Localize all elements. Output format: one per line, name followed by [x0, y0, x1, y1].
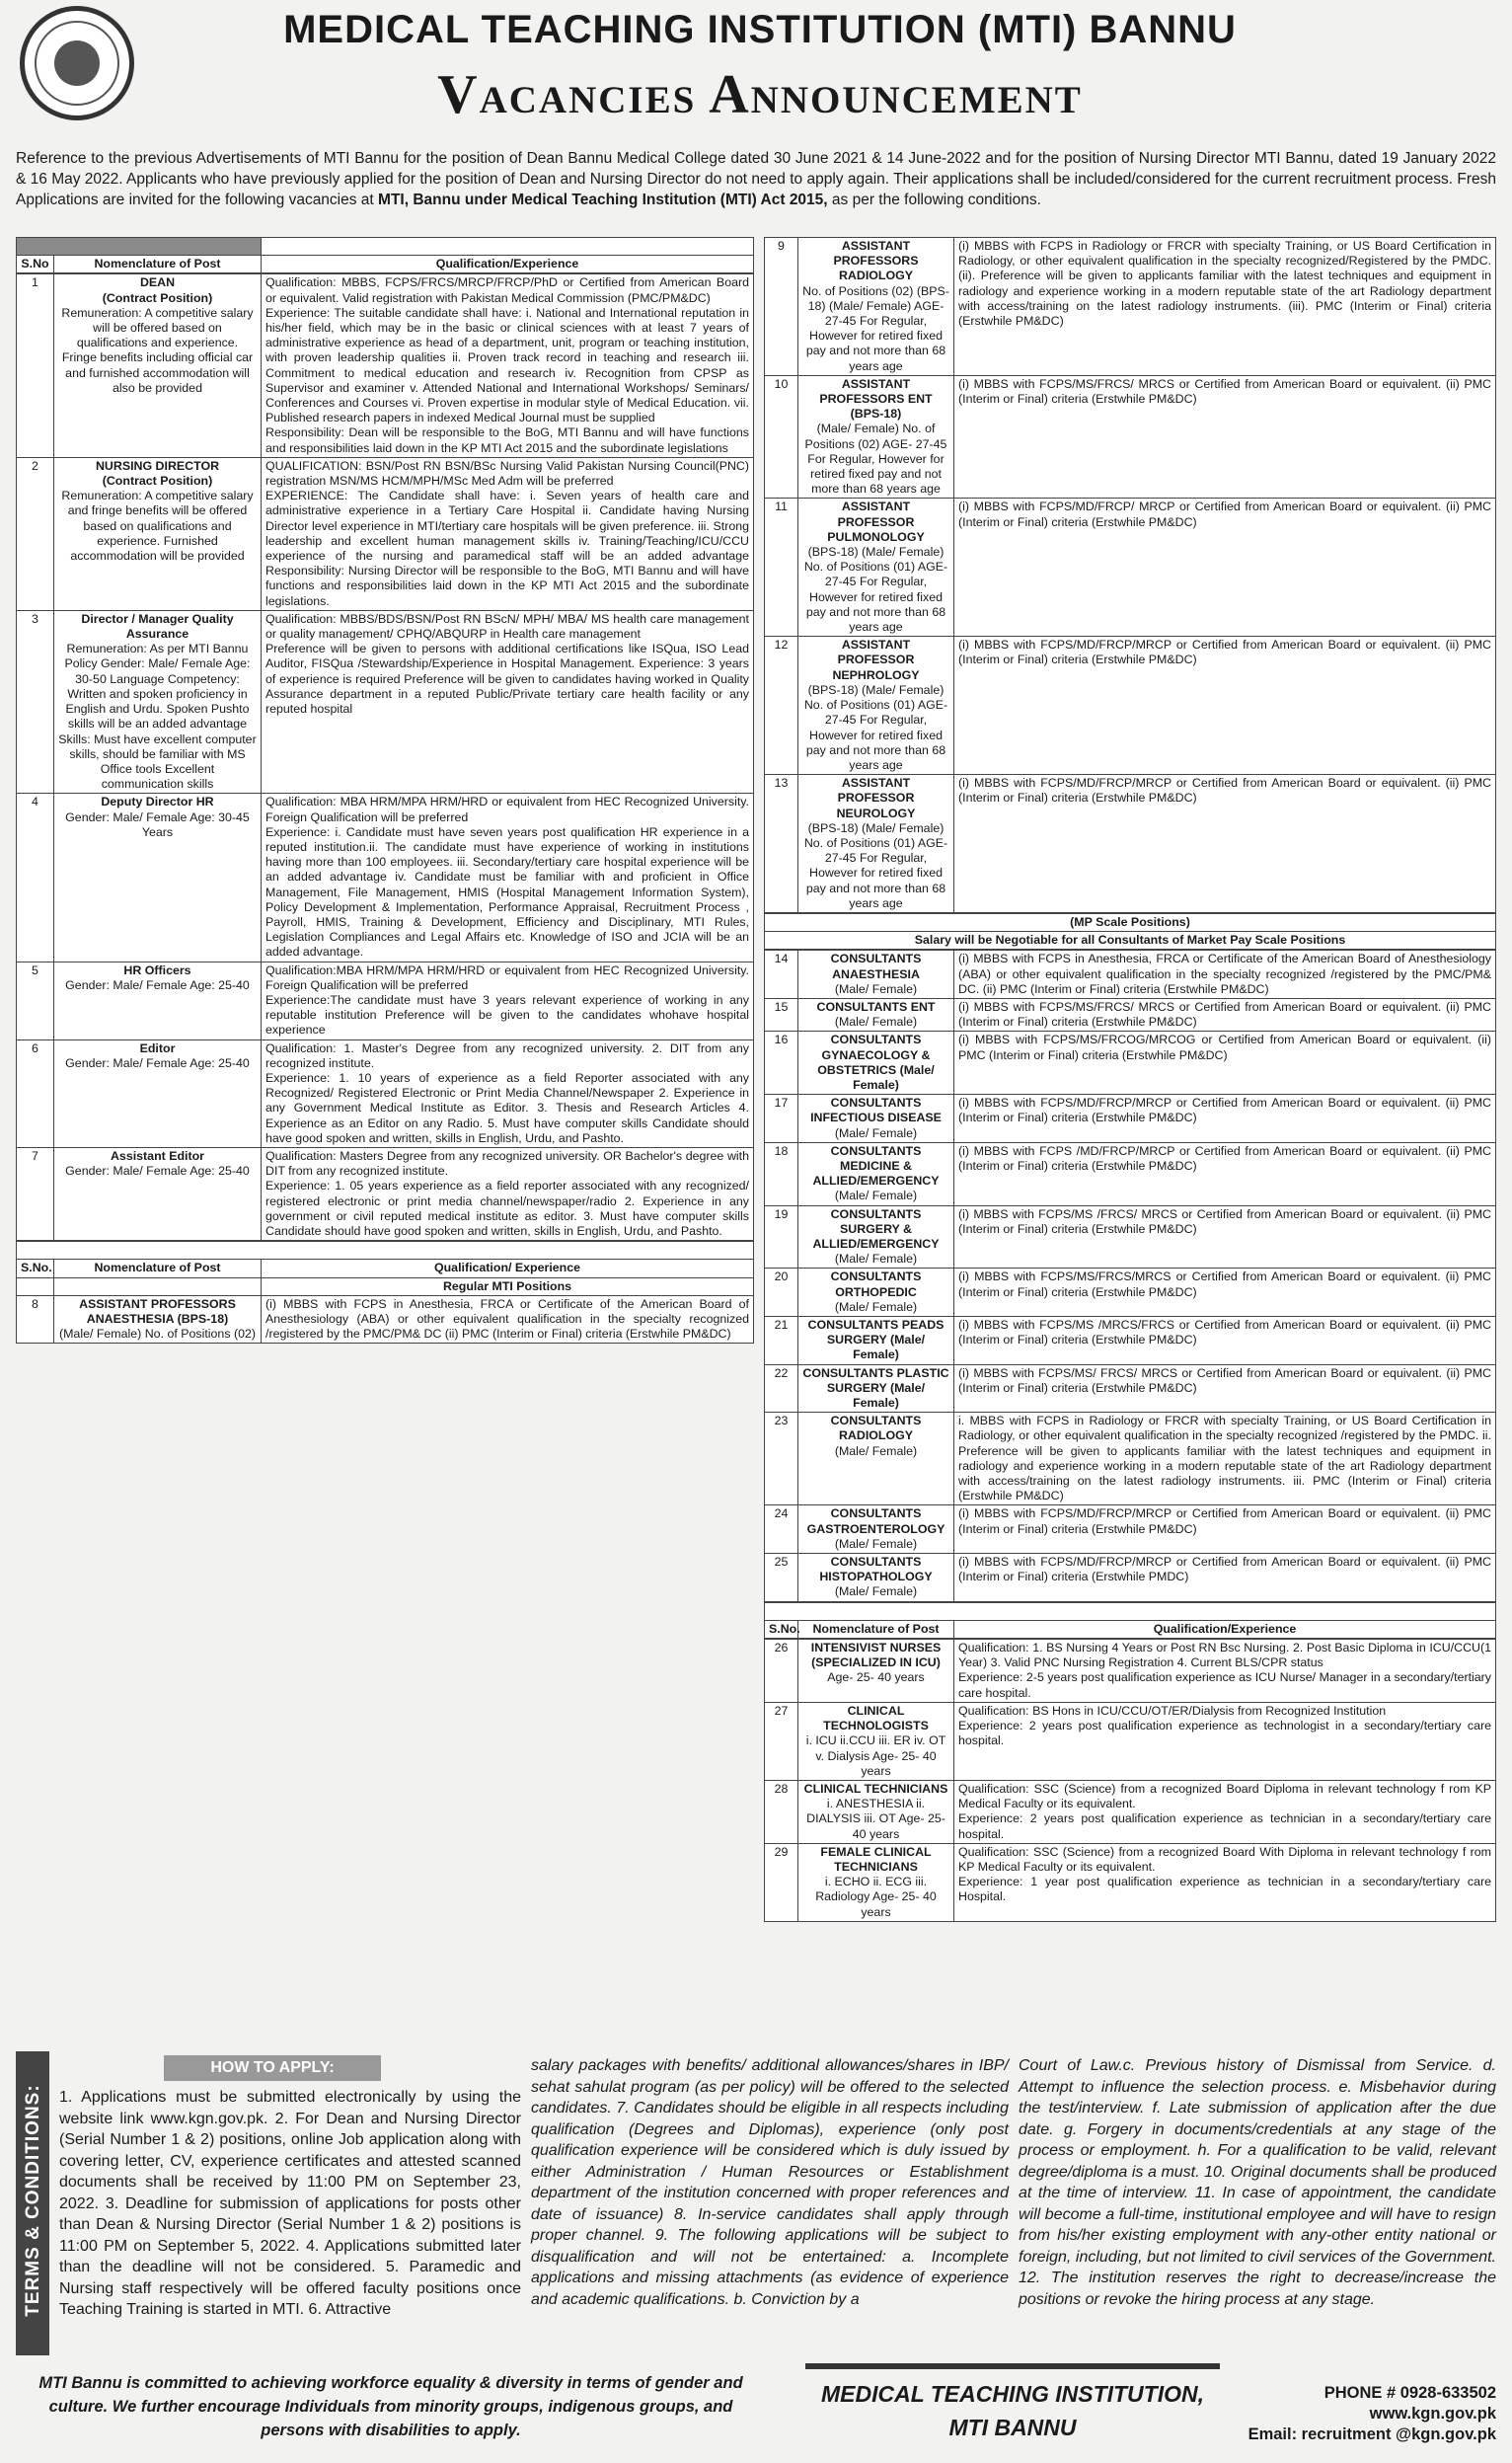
qualification-text: (i) MBBS with FCPS/MS/FRCS/ MRCS or Certified from American Board or equivalent. (ii) PMC (Interim or Final) criteria (Erstwhile PM&DC)	[958, 999, 1491, 1030]
row-post	[54, 610, 262, 793]
table-row	[765, 998, 1496, 1031]
row-qualification	[954, 375, 1496, 499]
qualification-text: (i) MBBS with FCPS /MD/FRCP/MRCP or Certified from American Board or equivalent. (ii) PMC (Interim or Final) criteria (Erstwhile PM&DC)	[958, 1143, 1491, 1173]
announcement-title: Vacancies Announcement	[437, 64, 1083, 125]
faculty-header-post: Nomenclature of Post	[54, 1260, 262, 1277]
row-post	[54, 794, 262, 962]
row-qualification	[954, 1205, 1496, 1269]
experience-text: Experience: 1 year post qualification experience as technician in a secondary/tertiary care Hospital.	[958, 1875, 1491, 1904]
post-title: ASSISTANT PROFESSOR PULMONOLOGY	[827, 500, 925, 544]
qualification-text: (i) MBBS with FCPS/MD/FRCP/MRCP or Certified from American Board or equivalent. (ii) PMC (Interim or Final) criteria (Erstwhile PM&DC)	[958, 638, 1491, 667]
row-post	[798, 1640, 954, 1703]
intro-text-2: as per the following conditions.	[827, 192, 1041, 208]
row-qualification	[954, 1702, 1496, 1780]
post-detail: (Male/ Female)	[834, 1584, 918, 1599]
post-detail: (BPS-18) (Male/ Female) No. of Positions (01) AGE- 27-45 For Regular, However for retired fixed pay and not more than 68 years age	[803, 820, 948, 910]
row-sno: 26	[765, 1640, 798, 1703]
post-detail: Remuneration: A competitive salary and fringe benefits will be offered based on qualifications and experience. Furnished accommodation will be provided	[61, 489, 254, 564]
responsibility-text: Responsibility: Dean will be responsible to the BoG, MTI Bannu and will have functions and responsibilities laid down in the KP MTI Act 2015 and the subordinate legislations	[265, 425, 749, 455]
row-qualification	[954, 499, 1496, 637]
post-title: CONSULTANTS RADIOLOGY	[830, 1414, 922, 1443]
post-title: ASSISTANT PROFESSOR NEUROLOGY	[836, 776, 916, 820]
post-title: DEAN	[139, 275, 176, 290]
row-post	[798, 1317, 954, 1365]
row-qualification	[954, 1505, 1496, 1554]
post-detail: (Male/ Female)	[834, 1125, 918, 1140]
row-qualification	[262, 1039, 754, 1147]
row-post	[798, 1780, 954, 1843]
experience-text: Experience: 2-5 years post qualification experience as ICU Nurse/ Manager in a secondary/tertiary care hospital.	[958, 1670, 1491, 1700]
qualification-text: (i) MBBS with FCPS/MD/FRCP/MRCP or Certified from American Board or equivalent. (ii) PMC (Interim or Final) criteria (Erstwhile PM&DC)	[958, 1506, 1491, 1536]
post-title: ASSISTANT PROFESSORS ENT (BPS-18)	[819, 376, 933, 422]
qualification-text: Qualification: BS Hons in ICU/CCU/OT/ER/Dialysis from Recognized Institution	[958, 1703, 1387, 1718]
terms-column-2: salary packages with benefits/ additional allowances/shares in IBP/ sehat sahulat program (as per policy) will be offered to the selected candidates. 7. Candidates should be eligible in all respects including qualification (Degrees and Diplomas), experience (only post qualification experience will be considered which is duly issued by either Administration / Human Resources or Establishment department of the institution concerned with proper references and date of issuance) 8. In-service candidates shall apply through proper channel. 9. The following applications will be subject to disqualification and will not be entertained: a. Incomplete applications and missing attachments (as evidence of experience and academic qualifications. b. Conviction by a	[531, 2057, 1009, 2308]
table-row	[765, 1317, 1496, 1365]
post-title: FEMALE CLINICAL TECHNICIANS	[820, 1844, 932, 1874]
table-row	[765, 1702, 1496, 1780]
row-sno: 2	[17, 457, 54, 610]
table-row	[765, 375, 1496, 499]
row-sno: 13	[765, 775, 798, 913]
post-detail: Gender: Male/ Female Age: 25-40	[65, 977, 250, 992]
post-title: CONSULTANTS SURGERY & ALLIED/EMERGENCY	[812, 1206, 940, 1251]
table-row	[17, 794, 754, 962]
table-row	[17, 274, 754, 457]
row-sno: 19	[765, 1205, 798, 1269]
row-post	[798, 775, 954, 913]
row-sno: 23	[765, 1413, 798, 1505]
experience-text: Experience:The candidate must have 3 years relevant experience of working in any reputable institution Preference will be given to the candidates whohave hospital experience	[265, 992, 749, 1038]
contact-email[interactable]: Email: recruitment @kgn.gov.pk	[1247, 2425, 1496, 2443]
post-title: CONSULTANTS MEDICINE & ALLIED/EMERGENCY	[812, 1143, 940, 1189]
post-title: CONSULTANTS ENT	[816, 999, 936, 1014]
post-title: CLINICAL TECHNICIANS	[803, 1781, 948, 1796]
table-row	[17, 610, 754, 793]
row-post	[54, 1295, 262, 1344]
row-post	[798, 1702, 954, 1780]
row-sno: 16	[765, 1032, 798, 1095]
equality-statement: MTI Bannu is committed to achieving workforce equality & diversity in terms of gender and culture. We further encourage Individuals from minority groups, indigenous groups, and persons with disabilities to apply.	[38, 2374, 743, 2439]
table-row	[17, 1039, 754, 1147]
row-sno: 12	[765, 637, 798, 775]
qualification-text: (i) MBBS with FCPS/MD/FRCP/MRCP or Certified from American Board or equivalent. (ii) PMC (Interim or Final) criteria (Erstwhile PMDC)	[958, 1555, 1491, 1584]
row-sno: 10	[765, 375, 798, 499]
row-sno: 18	[765, 1142, 798, 1205]
qualification-text: Qualification: MBBS, FCPS/FRCS/MRCP/FRCP/PhD or Certified from American Board or equivalent. Valid registration with Pakistan Medical Commission (PMC/PM&DC)	[265, 275, 749, 305]
footer-institution	[805, 2363, 1220, 2458]
row-post	[798, 998, 954, 1031]
post-title: Deputy Director HR	[101, 795, 214, 809]
row-qualification	[262, 794, 754, 962]
faculty-header-qualification: Qualification/ Experience	[262, 1260, 754, 1277]
post-title: CONSULTANTS INFECTIOUS DISEASE	[810, 1096, 942, 1125]
table-row	[765, 1095, 1496, 1143]
table-row	[765, 1205, 1496, 1269]
qualification-text: (i) MBBS with FCPS in Anesthesia, FRCA or Certificate of the American Board of Anesthesiology (ABA) or other equivalent qualification in the specialty recognized /registered by the PMC/PM& DC. (ii) PMC (Interim or Final) criteria (Erstwhile PM&DC)	[958, 952, 1491, 996]
table-row	[765, 1554, 1496, 1602]
clinical-header-post: Nomenclature of Post	[798, 1620, 954, 1638]
qualification-text: (i) MBBS with FCPS/MS/FRCS/MRCS or Certified from American Board or equivalent. (ii) PMC (Interim or Final) criteria (Erstwhile PM&DC)	[958, 1270, 1491, 1299]
contact-website-link[interactable]: www.kgn.gov.pk	[1369, 2405, 1496, 2423]
row-sno: 27	[765, 1702, 798, 1780]
how-to-apply-heading: HOW TO APPLY:	[164, 2055, 381, 2081]
post-title: HR Officers	[123, 962, 191, 977]
table-row	[765, 951, 1496, 999]
footer	[16, 2363, 1496, 2458]
intro-text-1: Reference to the previous Advertisements of MTI Bannu for the position of Dean Bannu Medical College dated 30 June 2021 & 14 June-2022 and for the position of Nursing Director MTI Bannu, dated 19 January 2022 & 16 May 2022. Applicants who have previously applied for the position of Dean and Nursing Director do not need to apply again. Their applications shall be included/considered for the current recruitment process. Fresh Applications are invited for the following vacancies at	[16, 150, 1496, 208]
intro-bold: MTI, Bannu under Medical Teaching Institution (MTI) Act 2015,	[378, 192, 828, 208]
qualification-text: Qualification: MBA HRM/MPA HRM/HRD or equivalent from HEC Recognized University. Foreign Qualification will be preferred	[265, 795, 749, 824]
experience-text: Experience: 2 years post qualification experience as technologist in a secondary/tertiary care hospital.	[958, 1719, 1491, 1748]
row-qualification	[954, 1554, 1496, 1602]
row-qualification	[262, 962, 754, 1039]
row-post	[798, 1364, 954, 1413]
row-post	[798, 1205, 954, 1269]
regular-positions-band: Regular MTI Positions	[262, 1277, 754, 1295]
experience-text: Experience: i. Candidate must have seven years post qualification HR experience in a reputed institution.ii. The candidate must have experience of working in institutions having more than 100 employees. iii. Secondary/tertiary care hospital experience will be an added advantage iv. Candidate must be familiar with and proficient in Office Management, File Management, HMIS (Hospital Management Information System), Policy Development & Implementation, Performance Appraisal, Recruitment Process , Payroll, HMIS, Training & Development, Efficiency and Disciplinary, MTI Rules, Legislation Compliances and Legal Affairs etc. Knowledge of ISO and JCIA will be an added advantage.	[265, 824, 749, 960]
row-qualification	[262, 610, 754, 793]
row-qualification	[954, 238, 1496, 376]
table-row	[765, 238, 1496, 376]
post-title: CONSULTANTS ANAESTHESIA	[830, 952, 922, 981]
row-sno: 17	[765, 1095, 798, 1143]
post-detail: No. of Positions (02) (BPS-18) (Male/ Female) AGE- 27-45 For Regular, However for retired fixed pay and not more than 68 years age	[802, 283, 949, 373]
qualification-text: (i) MBBS with FCPS/MS /MRCS/FRCS or Certified from American Board or equivalent. (ii) PMC (Interim or Final) criteria (Erstwhile PM&DC)	[958, 1318, 1491, 1347]
row-sno: 14	[765, 951, 798, 999]
post-title: NURSING DIRECTOR	[95, 458, 220, 473]
row-post	[798, 1095, 954, 1143]
table-row	[765, 1269, 1496, 1317]
post-detail: i. ICU ii.CCU iii. ER iv. OT v. Dialysis Age- 25- 40 years	[805, 1733, 946, 1778]
qualification-text: Qualification: SSC (Science) from a recognized Board With Diploma in relevant technology f rom KP Medical Faculty or its equivalent.	[958, 1844, 1491, 1874]
row-qualification	[954, 775, 1496, 913]
row-post	[798, 1843, 954, 1921]
row-qualification	[954, 1095, 1496, 1143]
post-detail: Remuneration: A competitive salary will be offered based on qualifications and experience. Fringe benefits including official car and furnished accommodation will also be provided	[61, 305, 254, 395]
footer-institution-line1: MEDICAL TEACHING INSTITUTION,	[820, 2381, 1204, 2407]
qualification-text: QUALIFICATION: BSN/Post RN BSN/BSc Nursing Valid Pakistan Nursing Council(PNC) registration MSN/MS HCM/MPH/MSc Med Adm will be preferred	[265, 458, 749, 489]
row-qualification	[954, 1843, 1496, 1921]
row-qualification: (i) MBBS with FCPS in Anesthesia, FRCA or Certificate of the American Board of Anesthesiology (ABA) or other equivalent qualification in the specialty recognized /registered by the PMC/PM& DC (ii) PMC (Interim or Final) criteria (Erstwhile PM&DC)	[262, 1295, 754, 1344]
post-detail: Gender: Male/ Female Age: 30-45 Years	[65, 809, 250, 839]
row-sno: 24	[765, 1505, 798, 1554]
row-qualification	[954, 1640, 1496, 1703]
row-qualification	[954, 1032, 1496, 1095]
row-post	[798, 238, 954, 376]
post-detail: (Male/ Female)	[834, 1299, 918, 1314]
post-detail: i. ECHO ii. ECG iii. Radiology Age- 25- 40 years	[815, 1875, 937, 1919]
table-row	[765, 1413, 1496, 1505]
clinical-band: CLINICAL POSITIONS	[765, 1602, 1496, 1620]
post-title: Director / Manager Quality Assurance	[81, 611, 234, 642]
row-sno: 3	[17, 610, 54, 793]
post-detail: (Male/ Female)	[834, 1536, 918, 1551]
post-title: Editor	[139, 1040, 176, 1055]
qualification-text: Qualification: 1. BS Nursing 4 Years or Post RN Bsc Nursing. 2. Post Basic Diploma in ICU/CCU(1 Year) 3. Valid PNC Nursing Registration 4. Current BLS/CPR status	[958, 1641, 1491, 1670]
qualification-text: Qualification:MBA HRM/MPA HRM/HRD or equivalent from HEC Recognized University. Foreign Qualification will be preferred	[265, 962, 749, 992]
row-sno: 6	[17, 1039, 54, 1147]
table-row	[765, 1640, 1496, 1703]
qualification-text: (i) MBBS with FCPS/MD/FRCP/ MRCP or Certified from American Board or equivalent. (ii) PMC (Interim or Final) criteria (Erstwhile PM&DC)	[958, 500, 1491, 529]
experience-text: Experience: 2 years post qualification experience as technician in a secondary/tertiary care hospital.	[958, 1811, 1491, 1841]
row-post	[54, 1147, 262, 1240]
row-qualification	[262, 1147, 754, 1240]
row-sno: 4	[17, 794, 54, 962]
post-detail: (Male/ Female)	[834, 981, 918, 996]
intro-paragraph	[16, 148, 1496, 210]
row-sno: 5	[17, 962, 54, 1039]
post-title: CONSULTANTS PLASTIC SURGERY (Male/ Female)	[802, 1365, 949, 1411]
post-title: ASSISTANT PROFESSORS ANAESTHESIA (BPS-18)	[79, 1296, 236, 1327]
row-qualification	[954, 1317, 1496, 1365]
qualification-text: (i) MBBS with FCPS/MS/FRCOG/MRCOG or Certified from American Board or equivalent. (ii) PMC (Interim or Final) criteria (Erstwhile PM&DC)	[958, 1033, 1491, 1062]
post-detail: (Male/ Female) No. of Positions (02)	[58, 1327, 256, 1342]
institution-title: MEDICAL TEACHING INSTITUTION (MTI) BANNU	[283, 8, 1237, 51]
qualification-text: Qualification: SSC (Science) from a recognized Board Diploma in relevant technology f rom KP Medical Faculty or its equivalent.	[958, 1781, 1491, 1811]
post-detail: Remuneration: As per MTI Bannu Policy Gender: Male/ Female Age: 30-50 Language Competency: Written and spoken proficiency in English and Urdu. Spoken Pushto skills will be an added advantage Skills: Must have excellent computer skills, should be familiar with MS Office tools Excellent communication skills	[58, 642, 257, 792]
post-detail: (Male/ Female)	[834, 1252, 918, 1267]
row-post	[798, 1505, 954, 1554]
post-title: CONSULTANTS PEADS SURGERY (Male/ Female)	[807, 1318, 945, 1362]
qualification-text: Qualification: MBBS/BDS/BSN/Post RN BScN/ MPH/ MBA/ MS health care management or quality management/ CPHQ/ABQURP in Health care management	[265, 611, 749, 642]
qualification-text: (i) MBBS with FCPS/MS/ FRCS/ MRCS or Certified from American Board or equivalent. (ii) PMC (Interim or Final) criteria (Erstwhile PM&DC)	[958, 1365, 1491, 1395]
contact-info	[1230, 2383, 1496, 2445]
post-detail: (Male/ Female)	[834, 1015, 918, 1030]
table-row	[765, 1780, 1496, 1843]
mti-logo	[20, 6, 134, 120]
table-row	[17, 1147, 754, 1240]
post-title: CONSULTANTS ORTHOPEDIC	[830, 1270, 922, 1299]
qualification-text: (i) MBBS with FCPS/MD/FRCP/MRCP or Certified from American Board or equivalent. (ii) PMC (Interim or Final) criteria (Erstwhile PM&DC)	[958, 776, 1491, 806]
qualification-text: Qualification: Masters Degree from any recognized university. OR Bachelor's degree with DIT from any recognized institute.	[265, 1148, 749, 1179]
row-post	[798, 1032, 954, 1095]
row-sno: 21	[765, 1317, 798, 1365]
post-subtitle: (Contract Position)	[102, 474, 213, 489]
row-post	[798, 1554, 954, 1602]
qualification-text: (i) MBBS with FCPS/MS/FRCS/ MRCS or Certified from American Board or equivalent. (ii) PMC (Interim or Final) criteria (Erstwhile PM&DC)	[958, 376, 1491, 407]
post-title: INTENSIVIST NURSES (SPECIALIZED IN ICU)	[810, 1641, 942, 1670]
post-detail: i. ANESTHESIA ii. DIALYSIS iii. OT Age- 25- 40 years	[806, 1797, 945, 1841]
row-sno: 7	[17, 1147, 54, 1240]
row-sno: 1	[17, 274, 54, 457]
post-title: CONSULTANTS GASTROENTEROLOGY	[806, 1506, 945, 1536]
col-header-post: Nomenclature of Post	[54, 256, 262, 273]
table-row	[765, 1142, 1496, 1205]
qualification-text: Qualification: 1. Master's Degree from any recognized university. 2. DIT from any recognized institute.	[265, 1040, 749, 1070]
row-sno: 8	[17, 1295, 54, 1344]
col-header-qualification: Qualification/Experience	[262, 256, 754, 273]
post-title: ASSISTANT PROFESSOR NEPHROLOGY	[832, 638, 920, 682]
experience-text: Experience: The suitable candidate shall have: i. National and International reputation in his/her field, which may be in the basic or clinical sciences with at least 7 years of administrative experience as head of a department, unit, program or teaching institution, with proven leadership qualities ii. Proven track record in teaching and research iii. Commitment to medical education and research iv. Recognition from CPSP as Supervisor and examiner v. Attended National and International Workshops/ Seminars/ Conferences and Courses vi. Proven expertise in modular style of Medical Education. vii. Published research papers in indexed Medical Journal must be supplied	[265, 305, 749, 425]
post-detail: (BPS-18) (Male/ Female) No. of Positions (01) AGE- 27-45 For Regular, However for retired fixed pay and not more than 68 years age	[803, 545, 948, 635]
terms-label-text: TERMS & CONDITIONS:	[23, 2084, 43, 2317]
logo-emblem	[54, 40, 100, 86]
row-sno: 22	[765, 1364, 798, 1413]
table-row	[17, 962, 754, 1039]
table-row	[765, 775, 1496, 913]
post-title: Assistant Editor	[110, 1148, 204, 1163]
table-row	[765, 637, 1496, 775]
row-sno: 11	[765, 499, 798, 637]
table-row	[765, 1364, 1496, 1413]
post-title: CONSULTANTS GYNAECOLOGY & OBSTETRICS (Male/ Female)	[817, 1033, 935, 1092]
row-sno: 29	[765, 1843, 798, 1921]
qualification-text: (i) MBBS with FCPS in Radiology or FRCR with specialty Training, or US Board Certification in Radiology, or other equivalent qualification in the specialty recognized/Registered by the PMDC. (ii). Preference will be given to applicants familiar with the latest techniques and equipment in radiology and experience working in a modern reputable state of the art Radiology department with access/training on the latest radiology instruments. (iii). PMC (Interim or Final) criteria (Erstwhile PM&DC)	[958, 239, 1491, 329]
row-post	[54, 1039, 262, 1147]
post-detail: (Male/ Female)	[834, 1443, 918, 1458]
terms-and-conditions	[16, 2051, 1496, 2355]
table-row	[17, 457, 754, 610]
row-post	[798, 375, 954, 499]
clinical-header-qualification: Qualification/Experience	[954, 1620, 1496, 1638]
row-qualification	[954, 1364, 1496, 1413]
post-detail: Gender: Male/ Female Age: 25-40	[65, 1055, 250, 1070]
admin-band: INISTRATIVE POSITIONS	[262, 238, 754, 256]
row-qualification	[954, 998, 1496, 1031]
row-sno: 20	[765, 1269, 798, 1317]
experience-text: Experience: 1. 05 years experience as a field reporter associated with any recognized/ registered electronic or print media channel/newspaper/radio 2. Experience in any government or civil reputed medical institute as editor. 3. Must have computer skills Candidate should have good spoken and written, skills in English, Urdu, and Pashto.	[265, 1179, 749, 1238]
contact-phone: PHONE # 0928-633502	[1323, 2384, 1496, 2402]
qualification-text: (i) MBBS with FCPS/MD/FRCP/MRCP or Certified from American Board or equivalent. (ii) PMC (Interim or Final) criteria (Erstwhile PM&DC)	[958, 1096, 1491, 1125]
row-sno: 9	[765, 238, 798, 376]
left-vacancy-table	[16, 237, 754, 1344]
post-detail: Gender: Male/ Female Age: 25-40	[65, 1164, 250, 1179]
mp-scale-band: (MP Scale Positions)	[765, 913, 1496, 931]
experience-text: EXPERIENCE: The Candidate shall have: i. Seven years of health care and administrative experience in a Tertiary Care Hospital ii. Candidate having Nursing Director level experience in MTI/tertiary care hospitals will be given preference. iii. Strong leadership and excellent human management skills iv. Training/Teaching/ICU/CCU experience of the nursing and paramedical staff will be an added advantage Responsibility: Nursing Director will be responsible to the BoG, MTI Bannu and will have functions and responsibilities laid down in the KP MTI Act 2015 and the subordinate legislations.	[265, 489, 749, 608]
faculty-band: FACULTY POSITIONS: (CLINICAL SCIENCES )	[17, 1242, 754, 1260]
post-subtitle: (Contract Position)	[102, 290, 213, 305]
col-header-sno: S.No	[17, 256, 54, 273]
row-qualification	[954, 951, 1496, 999]
table-row	[765, 499, 1496, 637]
table-row	[765, 1843, 1496, 1921]
terms-column-1: 1. Applications must be submitted electronically by using the website link www.kgn.gov.pk. 2. For Dean and Nursing Director (Serial Number 1 & 2) positions, online Job application along with covering letter, CV, experience certificates and attested scanned documents shall be received by 11:00 PM on September 23, 2022. 3. Deadline for submission of applications for posts other than Dean & Nursing Director (Serial Number 1 & 2) positions is 11:00 PM on September 5, 2022. 4. Applications submitted later than the deadline will not be considered. 5. Paramedic and Nursing staff respectively will be offered faculty positions once Teaching Training is started in MTI. 6. Attractive	[59, 2089, 521, 2318]
table-row	[17, 1295, 754, 1344]
row-post	[54, 457, 262, 610]
footer-institution-line2: MTI BANNU	[948, 2415, 1077, 2440]
experience-text: Preference will be given to persons with additional certifications like ISQua, ISO Lead Auditor, FISQua /Stewardship/Experience in Hospital Management. Experience: 3 years of experience is required Preference will be given to candidates having worked in Quality Assurance department in a reputed Public/Private tertiary care health facility or any reputed hospital	[265, 642, 749, 717]
row-qualification	[954, 1780, 1496, 1843]
row-qualification	[954, 637, 1496, 775]
clinical-header-sno: S.No.	[765, 1620, 798, 1638]
row-post	[798, 1269, 954, 1317]
row-qualification	[954, 1142, 1496, 1205]
post-detail: (Male/ Female)	[834, 1189, 918, 1203]
mp-salary-note: Salary will be Negotiable for all Consultants of Market Pay Scale Positions	[765, 932, 1496, 950]
post-title: ASSISTANT PROFESSORS RADIOLOGY	[833, 239, 919, 283]
terms-column-3: Court of Law.c. Previous history of Dismissal from Service. d. Attempt to influence the selection process. e. Misbehavior during the test/interview. f. Late submission of application after the due date. g. Forgery in documents/credentials at any stage of the process or employment. h. For a qualification to be valid, relevant degree/diploma is a must. 10. Original documents shall be produced at the time of interview. 11. In case of appointment, the candidate will become a full-time, institutional employee and will have to resign from his/her existing employment with any-other entity national or foreign, including, but not limited to civil services of the Government. 12. The institution reserves the right to decrease/increase the positions or revoke the hiring process at any stage.	[1019, 2057, 1496, 2308]
faculty-header-sno: S.No.	[17, 1260, 54, 1277]
row-post	[798, 1413, 954, 1505]
post-detail: (BPS-18) (Male/ Female) No. of Positions (01) AGE- 27-45 For Regular, However for retired fixed pay and not more than 68 years age	[803, 682, 948, 772]
row-sno: 28	[765, 1780, 798, 1843]
row-sno: 15	[765, 998, 798, 1031]
row-qualification	[954, 1413, 1496, 1505]
experience-text: Experience: 1. 10 years of experience as a field Reporter associated with any Recognized/ Registered Electronic or Print Media Channel/Newspaper 2. Experience in any Government Medical Institute as Editor. 3. Thesis and Research Articles 4. Experience as an Editor on any Radio. 5. Must have computer skills Candidate should have good spoken and written, skills in English, Urdu, and Pashto.	[265, 1070, 749, 1145]
row-sno: 25	[765, 1554, 798, 1602]
row-post	[54, 962, 262, 1039]
row-qualification	[954, 1269, 1496, 1317]
qualification-text: (i) MBBS with FCPS/MS /FRCS/ MRCS or Certified from American Board or equivalent. (ii) PMC (Interim or Final) criteria (Erstwhile PM&DC)	[958, 1206, 1491, 1236]
table-row	[765, 1505, 1496, 1554]
table-row	[765, 1032, 1496, 1095]
post-detail: (Male/ Female) No. of Positions (02) AGE- 27-45 For Regular, However for retired fixed pay and not more than 68 years age	[804, 422, 947, 497]
row-qualification	[262, 457, 754, 610]
post-detail: Age- 25- 40 years	[827, 1670, 925, 1685]
row-post	[798, 951, 954, 999]
row-post	[798, 1142, 954, 1205]
row-post	[54, 274, 262, 457]
qualification-text: i. MBBS with FCPS in Radiology or FRCR with specialty Training, or US Board Certification in Radiology, or other equivalent qualification in the specialty recognized /registered by the PMDC. ii. Preference will be given to applicants familiar with the latest techniques and equipment in radiology and experience working in a modern reputable state of the art Radiology department with access/training on the latest radiology instruments. iii. PMC (Interim or Final) criteria (Erstwhile PM&DC)	[958, 1414, 1491, 1503]
terms-side-label	[16, 2051, 49, 2355]
right-vacancy-table	[764, 237, 1496, 1922]
row-post	[798, 499, 954, 637]
post-title: CLINICAL TECHNOLOGISTS	[823, 1703, 929, 1733]
row-qualification	[262, 274, 754, 457]
post-title: CONSULTANTS HISTOPATHOLOGY	[819, 1555, 933, 1584]
row-post	[798, 637, 954, 775]
